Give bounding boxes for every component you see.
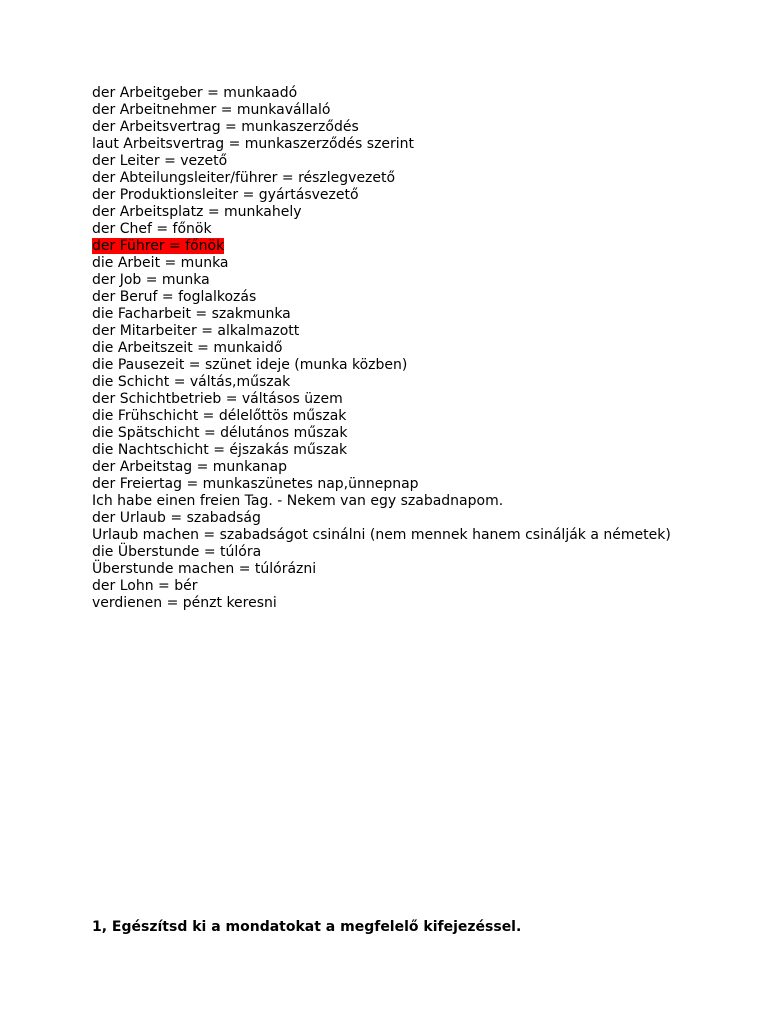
vocab-line	[92, 187, 672, 204]
vocab-line	[92, 578, 672, 595]
vocab-line-highlighted	[92, 238, 672, 255]
vocab-line	[92, 442, 672, 459]
vocab-line-text: laut Arbeitsvertrag = munkaszerződés szerint	[92, 136, 415, 152]
vocab-line	[92, 527, 672, 544]
vocab-line-text: der Lohn = bér	[92, 578, 198, 594]
vocab-line	[92, 391, 672, 408]
vocab-line-text: der Urlaub = szabadság	[92, 510, 261, 526]
vocab-line-text: die Nachtschicht = éjszakás műszak	[92, 442, 348, 458]
vocab-line-text: Ich habe einen freien Tag. - Nekem van egy szabadnapom.	[92, 493, 504, 509]
vocab-line	[92, 221, 672, 238]
vocab-line	[92, 374, 672, 391]
vocab-line-text: der Führer = főnök	[92, 238, 225, 254]
vocab-line-text: der Mitarbeiter = alkalmazott	[92, 323, 300, 339]
vocab-line-text: der Freiertag = munkaszünetes nap,ünnepnap	[92, 476, 419, 492]
vocab-line	[92, 136, 672, 153]
exercise-heading: 1, Egészítsd ki a mondatokat a megfelelő kifejezéssel.	[92, 919, 522, 935]
vocab-line-text: der Arbeitnehmer = munkavállaló	[92, 102, 331, 118]
vocab-line-text: die Frühschicht = délelőttös műszak	[92, 408, 347, 424]
vocab-line	[92, 102, 672, 119]
vocab-line	[92, 425, 672, 442]
vocab-line-text: die Arbeitszeit = munkaidő	[92, 340, 283, 356]
vocab-line	[92, 272, 672, 289]
vocab-line	[92, 510, 672, 527]
vocab-line-text: Überstunde machen = túlórázni	[92, 561, 317, 577]
vocab-line-text: der Arbeitstag = munkanap	[92, 459, 287, 475]
vocab-line	[92, 357, 672, 374]
vocab-line	[92, 85, 672, 102]
vocab-line	[92, 306, 672, 323]
vocab-line	[92, 255, 672, 272]
vocab-line-text: die Spätschicht = délutános műszak	[92, 425, 348, 441]
vocab-line-text: der Schichtbetrieb = váltásos üzem	[92, 391, 343, 407]
vocab-line	[92, 408, 672, 425]
vocab-line-text: verdienen = pénzt keresni	[92, 595, 277, 611]
vocab-line	[92, 544, 672, 561]
vocab-line-text: Urlaub machen = szabadságot csinálni (nem mennek hanem csinálják a németek)	[92, 527, 671, 543]
vocab-line-text: der Job = munka	[92, 272, 210, 288]
vocab-line-text: die Schicht = váltás,műszak	[92, 374, 291, 390]
vocab-line-text: der Leiter = vezető	[92, 153, 228, 169]
vocab-line-text: der Beruf = foglalkozás	[92, 289, 257, 305]
vocab-line-text: der Arbeitsplatz = munkahely	[92, 204, 302, 220]
vocab-line	[92, 561, 672, 578]
vocab-line	[92, 204, 672, 221]
vocab-line-text: die Überstunde = túlóra	[92, 544, 262, 560]
vocab-line-text: die Pausezeit = szünet ideje (munka közben)	[92, 357, 408, 373]
vocab-line-text: der Arbeitsvertrag = munkaszerződés	[92, 119, 359, 135]
vocab-line	[92, 323, 672, 340]
vocab-line	[92, 340, 672, 357]
vocab-line	[92, 153, 672, 170]
vocab-line	[92, 476, 672, 493]
vocab-line-text: der Chef = főnök	[92, 221, 212, 237]
vocab-line-text: der Produktionsleiter = gyártásvezető	[92, 187, 359, 203]
vocab-line-text: die Arbeit = munka	[92, 255, 229, 271]
vocab-line	[92, 493, 672, 510]
vocab-line-text: der Abteilungsleiter/führer = részlegvezető	[92, 170, 396, 186]
vocab-line	[92, 459, 672, 476]
vocab-line	[92, 170, 672, 187]
vocabulary-list	[92, 85, 672, 612]
vocab-line	[92, 289, 672, 306]
vocab-line-text: der Arbeitgeber = munkaadó	[92, 85, 298, 101]
vocab-line-text: die Facharbeit = szakmunka	[92, 306, 291, 322]
vocab-line	[92, 595, 672, 612]
vocab-line	[92, 119, 672, 136]
